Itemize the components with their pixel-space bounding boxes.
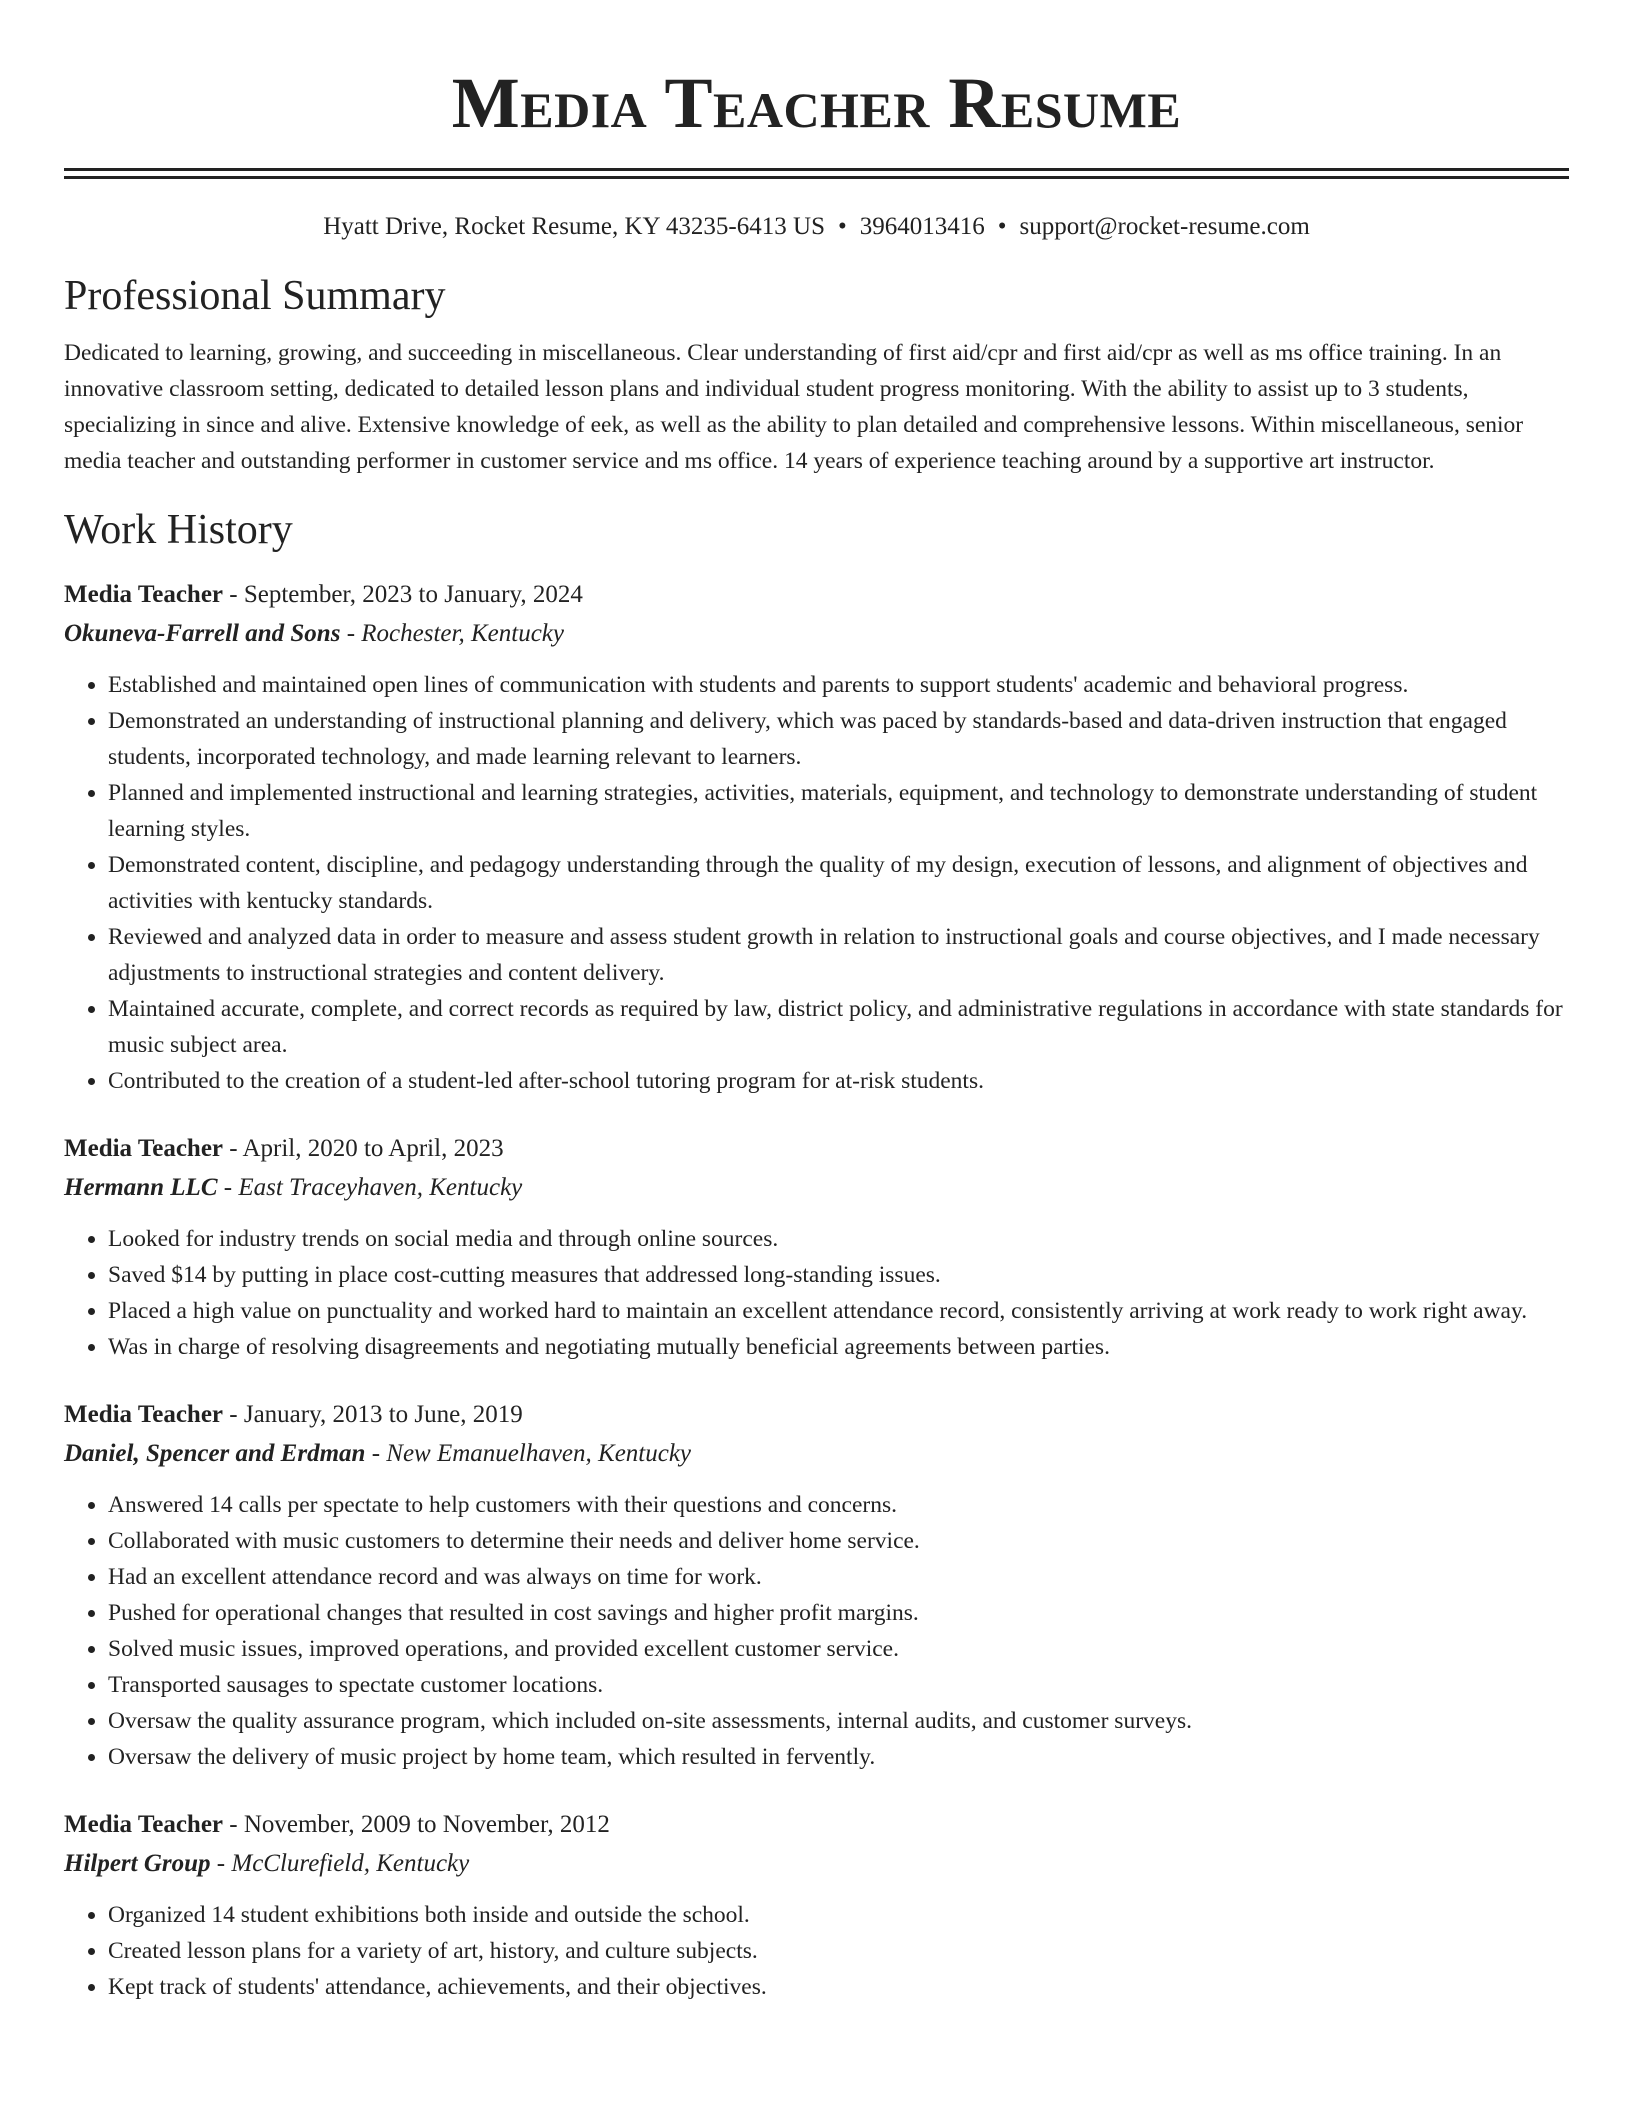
job-dates: - September, 2023 to January, 2024 xyxy=(223,581,583,608)
job-title: Media Teacher xyxy=(64,1811,224,1838)
contact-address: Hyatt Drive, Rocket Resume, KY 43235-6413 US xyxy=(323,213,825,240)
job-bullet: • Maintained accurate, complete, and correct records as required by law, district policy, and administrative regulations in accordance with state standards for music subject area. xyxy=(108,991,1569,1063)
contact-separator: • xyxy=(837,213,847,240)
job-bullet: • Placed a high value on punctuality and worked hard to maintain an excellent attendance record, consistently arriving at work ready to work right away. xyxy=(108,1293,1569,1329)
company-line xyxy=(64,1168,1569,1207)
job-bullet: • Organized 14 student exhibitions both inside and outside the school. xyxy=(108,1897,1569,1933)
job-header xyxy=(64,1395,1569,1434)
job-entry xyxy=(64,1805,1569,2005)
job-bullet: • Demonstrated an understanding of instructional planning and delivery, which was paced by standards-based and data-driven instruction that engaged students, incorporated technology, and made learning relevant to learners. xyxy=(108,703,1569,775)
contact-email: support@rocket-resume.com xyxy=(1019,213,1310,240)
job-bullet: • Oversaw the delivery of music project by home team, which resulted in fervently. xyxy=(108,1739,1569,1775)
company-line xyxy=(64,1844,1569,1883)
job-entry xyxy=(64,575,1569,1099)
job-bullet: • Had an excellent attendance record and was always on time for work. xyxy=(108,1559,1569,1595)
company-location: - East Traceyhaven, Kentucky xyxy=(217,1174,523,1201)
job-bullet: • Looked for industry trends on social media and through online sources. xyxy=(108,1221,1569,1257)
job-bullet: • Created lesson plans for a variety of art, history, and culture subjects. xyxy=(108,1933,1569,1969)
company-name: Hermann LLC xyxy=(64,1174,218,1201)
company-location: - McClurefield, Kentucky xyxy=(210,1850,470,1877)
job-header xyxy=(64,1805,1569,1844)
company-location: - New Emanuelhaven, Kentucky xyxy=(365,1440,692,1467)
job-bullet: • Demonstrated content, discipline, and pedagogy understanding through the quality of my design, execution of lessons, and alignment of objectives and activities with kentucky standards. xyxy=(108,847,1569,919)
contact-phone: 3964013416 xyxy=(859,213,985,240)
company-name: Daniel, Spencer and Erdman xyxy=(64,1440,366,1467)
job-title: Media Teacher xyxy=(64,581,224,608)
resume-page xyxy=(64,0,1569,2005)
job-bullet: • Planned and implemented instructional and learning strategies, activities, materials, equipment, and technology to demonstrate understanding of student learning styles. xyxy=(108,775,1569,847)
job-header xyxy=(64,1129,1569,1168)
contact-line xyxy=(64,211,1569,243)
company-line xyxy=(64,1434,1569,1473)
job-bullet: • Established and maintained open lines of communication with students and parents to support students' academic and behavioral progress. xyxy=(108,667,1569,703)
job-bullet: • Oversaw the quality assurance program, which included on-site assessments, internal audits, and customer surveys. xyxy=(108,1703,1569,1739)
summary-text: Dedicated to learning, growing, and succeeding in miscellaneous. Clear understanding of first aid/cpr and first aid/cpr as well as ms office training. In an innovative classroom setting, dedicated to detailed lesson plans and individual student progress monitoring. With the ability to assist up to 3 students, specializing in since and alive. Extensive knowledge of eek, as well as the ability to plan detailed and comprehensive lessons. Within miscellaneous, senior media teacher and outstanding performer in customer service and ms office. 14 years of experience teaching around by a supportive art instructor. xyxy=(64,340,1524,474)
company-location: - Rochester, Kentucky xyxy=(340,620,564,647)
job-bullet: • Collaborated with music customers to determine their needs and deliver home service. xyxy=(108,1523,1569,1559)
contact-separator: • xyxy=(997,213,1007,240)
job-bullet: • Saved $14 by putting in place cost-cutting measures that addressed long-standing issues. xyxy=(108,1257,1569,1293)
job-bullet: • Reviewed and analyzed data in order to measure and assess student growth in relation to instructional goals and course objectives, and I made necessary adjustments to instructional strategies and content delivery. xyxy=(108,919,1569,991)
job-entry xyxy=(64,1395,1569,1775)
company-name: Okuneva-Farrell and Sons xyxy=(64,620,341,647)
job-bullets xyxy=(64,667,1569,1099)
job-bullet: • Kept track of students' attendance, achievements, and their objectives. xyxy=(108,1969,1569,2005)
job-dates: - November, 2009 to November, 2012 xyxy=(223,1811,610,1838)
company-line xyxy=(64,614,1569,653)
job-entry xyxy=(64,1129,1569,1365)
page-title: Media Teacher Resume xyxy=(451,63,1182,143)
summary-heading: Professional Summary xyxy=(64,273,446,319)
title-divider xyxy=(64,168,1569,179)
job-list xyxy=(64,575,1569,2005)
job-bullets xyxy=(64,1221,1569,1365)
job-title: Media Teacher xyxy=(64,1401,224,1428)
job-bullet: • Answered 14 calls per spectate to help customers with their questions and concerns. xyxy=(108,1487,1569,1523)
company-name: Hilpert Group xyxy=(64,1850,211,1877)
job-bullet: • Was in charge of resolving disagreements and negotiating mutually beneficial agreements between parties. xyxy=(108,1329,1569,1365)
job-bullet: • Solved music issues, improved operations, and provided excellent customer service. xyxy=(108,1631,1569,1667)
job-bullets xyxy=(64,1897,1569,2005)
job-dates: - April, 2020 to April, 2023 xyxy=(223,1135,504,1162)
job-dates: - January, 2013 to June, 2019 xyxy=(223,1401,523,1428)
job-bullet: • Contributed to the creation of a student-led after-school tutoring program for at-risk students. xyxy=(108,1063,1569,1099)
job-bullets xyxy=(64,1487,1569,1775)
job-title: Media Teacher xyxy=(64,1135,224,1162)
job-bullet: • Transported sausages to spectate customer locations. xyxy=(108,1667,1569,1703)
job-bullet: • Pushed for operational changes that resulted in cost savings and higher profit margins. xyxy=(108,1595,1569,1631)
work-history-heading: Work History xyxy=(64,507,293,553)
job-header xyxy=(64,575,1569,614)
